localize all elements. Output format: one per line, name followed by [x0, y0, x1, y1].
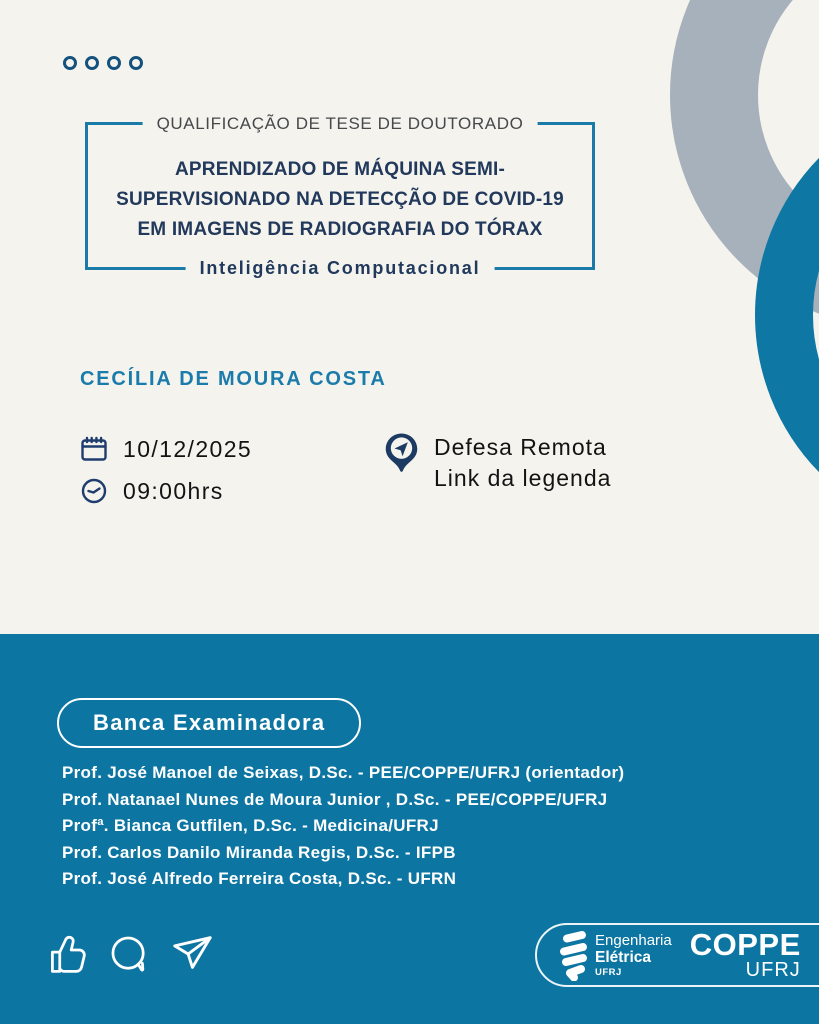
- dots-decoration: [63, 56, 143, 70]
- dot-icon: [107, 56, 121, 70]
- time-row: [80, 477, 224, 505]
- candidate-name: CECÍLIA DE MOURA COSTA: [80, 368, 387, 390]
- location-pin-icon: [384, 432, 419, 473]
- thesis-title-line-1: APRENDIZADO DE MÁQUINA SEMI-: [174, 159, 505, 180]
- comment-icon[interactable]: [107, 929, 151, 979]
- time-value: 09:00hrs: [123, 477, 224, 504]
- thesis-title-line-3: EM IMAGENS DE RADIOGRAFIA DO TÓRAX: [137, 219, 543, 240]
- title-frame: [85, 114, 595, 278]
- date-row: [80, 435, 252, 463]
- location-mode: Defesa Remota: [434, 434, 607, 460]
- coppe-logo-sub: UFRJ: [745, 959, 801, 981]
- thesis-title: [88, 155, 592, 245]
- program-label: Inteligência Computacional: [186, 256, 495, 280]
- thesis-title-line-2: SUPERVISIONADO NA DETECÇÃO DE COVID-19: [116, 189, 564, 210]
- institution-logos-pill: [535, 923, 819, 987]
- eng-logo-line1: Engenharia: [595, 931, 672, 949]
- committee-heading: Banca Examinadora: [93, 710, 326, 735]
- coppe-ufrj-logo: [689, 927, 801, 981]
- committee-members-list: [62, 760, 624, 893]
- eng-logo-line3: UFRJ: [595, 966, 622, 978]
- date-value: 10/12/2025: [123, 435, 253, 462]
- location-link[interactable]: Link da legenda: [434, 465, 612, 491]
- committee-member: Profª. Bianca Gutfilen, D.Sc. - Medicina/UFRJ: [62, 816, 439, 835]
- coppe-logo-text: COPPE: [689, 927, 801, 962]
- committee-heading-pill: [57, 698, 361, 748]
- calendar-icon: [80, 435, 108, 463]
- dot-icon: [129, 56, 143, 70]
- dot-icon: [63, 56, 77, 70]
- share-icon[interactable]: [168, 929, 214, 979]
- committee-member: Prof. José Manoel de Seixas, D.Sc. - PEE/COPPE/UFRJ (orientador): [62, 763, 625, 782]
- committee-section: [0, 634, 819, 1024]
- engenharia-eletrica-logo-icon: [555, 929, 589, 981]
- engenharia-eletrica-logo-text: [595, 932, 672, 979]
- committee-member: Prof. José Alfredo Ferreira Costa, D.Sc. - UFRN: [62, 869, 457, 888]
- clock-icon: [80, 477, 108, 505]
- like-icon[interactable]: [46, 929, 90, 979]
- eyebrow-label: QUALIFICAÇÃO DE TESE DE DOUTORADO: [143, 113, 538, 135]
- location-row: [384, 432, 611, 494]
- committee-member: Prof. Natanael Nunes de Moura Junior , D.Sc. - PEE/COPPE/UFRJ: [62, 789, 608, 809]
- social-icons: [46, 929, 214, 979]
- eng-logo-line2: Elétrica: [595, 948, 652, 966]
- location-text: [434, 432, 611, 494]
- committee-member: Prof. Carlos Danilo Miranda Regis, D.Sc. - IFPB: [62, 842, 456, 862]
- dot-icon: [85, 56, 99, 70]
